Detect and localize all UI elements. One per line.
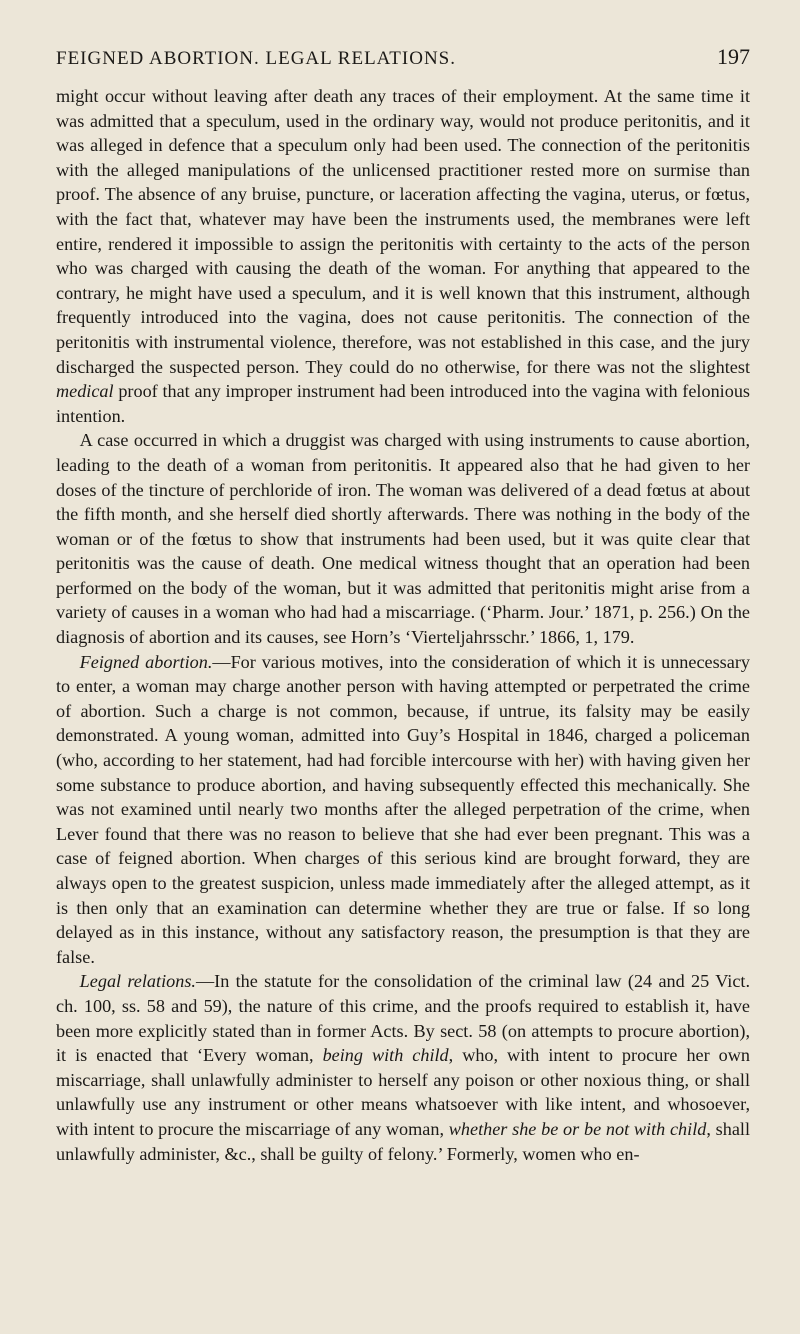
running-head: FEIGNED ABORTION. LEGAL RELATIONS. [56,48,456,69]
section-heading: Feigned abortion. [79,651,213,672]
section-heading: Legal relations. [79,971,196,992]
page-body [56,84,750,1166]
paragraph-text: , shall unlawfully administer, &c., shall be guilty of felony.’ Formerly, women who en- [56,1118,750,1164]
page-number: 197 [717,44,750,69]
emphasis: medical [56,381,114,402]
emphasis: being with child [322,1045,449,1066]
paragraph-legal-relations [56,969,750,1166]
paragraph-text: proof that any improper instrument had been introduced into the vagina with felonious intention. [56,381,750,426]
paragraph-feigned-abortion [56,650,750,970]
paragraph-text: —For various motives, into the consideration of which it is unnecessary to enter, a woman may charge another person with having attempted or perpetrated the crime of abortion. Such a charge is not common, because, if untrue, its falsity may be easily demonstrated. A young woman, admitted into Guy’s Hospital in 1846, charged a policeman (who, according to her statement, had had forcible intercourse with her) with having given her some substance to produce abortion, and having subsequently effected this mechanically. She was not examined until nearly two months after the alleged perpetration of the crime, when Lever found that there was no reason to believe that she had ever been pregnant. This was a case of feigned abortion. When charges of this serious kind are brought forward, they are always open to the greatest suspicion, unless made immediately after the alleged attempt, as it is then only that an examination can determine whether they are true or false. If so long delayed as in this instance, without any satisfactory reason, the presumption is that they are false. [56,651,750,967]
page-header [56,44,750,70]
paragraph-text: —In the statute for the consolidation of the criminal law (24 and 25 Vict. ch. 100, ss. 58 and 59), the nature of this crime, and the proofs required to establish it, have been more explicitly stated than in former Acts. By sect. 58 (on attempts to procure abortion), it is enacted that ‘Every woman, [56,971,750,1066]
emphasis: whether she be or be not with child [448,1118,707,1139]
paragraph-text: , who, with intent to procure her own miscarriage, shall unlawfully administer to herself any poison or other noxious thing, or shall unlawfully use any instrument or other means whatsoever with like intent, and whosoever, with intent to procure the miscarriage of any woman, [56,1045,750,1139]
paragraph-druggist-case [56,428,750,649]
paragraph-continuation [56,84,750,428]
paragraph-text: might occur without leaving after death any traces of their employment. At the same time it was admitted that a speculum, used in the ordinary way, would not produce peritonitis, and it was alleged in defence that a speculum only had been used. The connection of the peritonitis with the alleged manipulations of the unlicensed practitioner rested more on surmise than proof. The absence of any bruise, puncture, or laceration affecting the vagina, uterus, or fœtus, with the fact that, whatever may have been the instruments used, the membranes were left entire, rendered it impossible to assign the peritonitis with certainty to the acts of the person who was charged with causing the death of the woman. For anything that appeared to the contrary, he might have used a speculum, and it is well known that this instrument, although frequently introduced into the vagina, does not cause peritonitis. The connection of the peritonitis with instrumental violence, therefore, was not established in this case, and the jury discharged the suspected person. They could do no otherwise, for there was not the slightest [56,86,750,377]
paragraph-text: A case occurred in which a druggist was charged with using instruments to cause abortion, leading to the death of a woman from peritonitis. It appeared also that he had given to her doses of the tincture of perchloride of iron. The woman was delivered of a dead fœtus at about the fifth month, and she herself died shortly afterwards. There was nothing in the body of the woman or of the fœtus to show that instruments had been used, but it was quite clear that peritonitis was the cause of death. One medical witness thought that an operation had been performed on the body of the woman, but it was admitted that peritonitis might arise from a variety of causes in a woman who had had a miscarriage. (‘Pharm. Jour.’ 1871, p. 256.) On the diagnosis of abortion and its causes, see Horn’s ‘Vierteljahrsschr.’ 1866, 1, 179. [56,430,750,648]
